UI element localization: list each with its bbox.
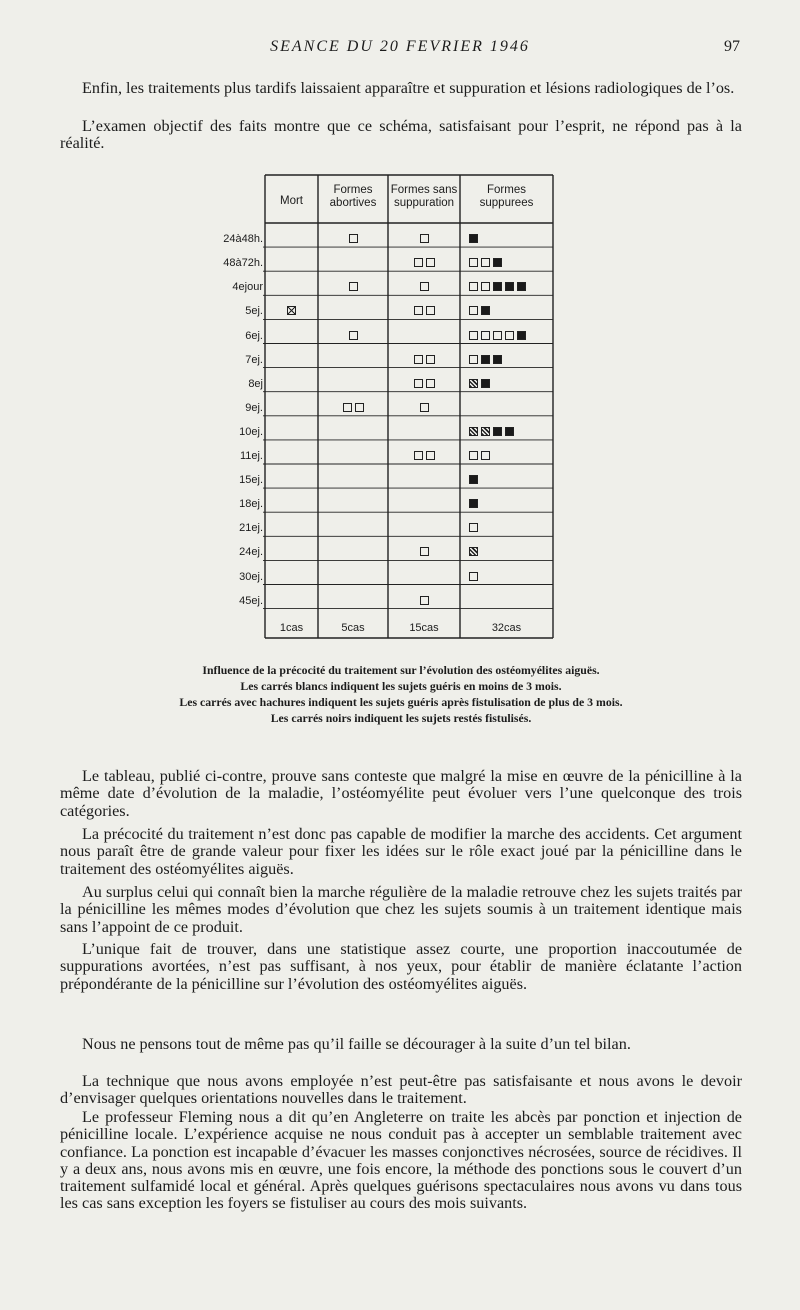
table-cell xyxy=(469,379,490,388)
table-cell xyxy=(414,306,435,315)
white-square-icon xyxy=(481,258,490,267)
column-header: Formes abortives xyxy=(329,184,377,209)
paragraph: Le tableau, publié ci-contre, prouve sans conteste que malgré la mise en œuvre de la pénicilline à la même date d’évolution de la maladie, l’ostéomyélite peut évoluer vers l’une quelconque des trois catégories. xyxy=(60,767,742,820)
row-label: 48à72h. xyxy=(223,257,263,270)
row-label: 11ej. xyxy=(239,450,263,462)
paragraph: Nous ne pensons tout de même pas qu’il faille se décourager à la suite d’un tel bilan. xyxy=(82,1035,631,1053)
white-square-icon xyxy=(414,355,423,364)
row-label: 45ej. xyxy=(239,594,263,607)
table-cell xyxy=(420,282,429,291)
paragraph: Enfin, les traitements plus tardifs laissaient apparaître et suppuration et lésions radiologiques de l’os. xyxy=(82,79,735,97)
table-cell xyxy=(414,379,435,388)
column-total: 32cas xyxy=(491,622,522,634)
white-square-icon xyxy=(469,306,478,315)
black-square-icon xyxy=(505,427,514,436)
page-header xyxy=(60,38,740,60)
black-square-icon xyxy=(469,499,478,508)
caption-line: Les carrés noirs indiquent les sujets restés fistulisés. xyxy=(270,711,532,725)
table-cell xyxy=(469,282,526,291)
white-square-icon xyxy=(426,379,435,388)
white-square-icon xyxy=(481,282,490,291)
table-cell xyxy=(469,355,502,364)
white-square-icon xyxy=(469,355,478,364)
black-square-icon xyxy=(469,475,478,484)
row-label: 30ej. xyxy=(239,570,263,583)
black-square-icon xyxy=(481,306,490,315)
table-cell xyxy=(343,403,364,412)
table-cell xyxy=(469,234,478,243)
table-cell xyxy=(469,572,478,581)
table-cell xyxy=(414,451,435,460)
white-square-icon xyxy=(420,282,429,291)
table-cell xyxy=(469,427,514,436)
column-total: 1cas xyxy=(279,622,304,634)
table-cell xyxy=(287,306,296,315)
crossed-square-icon xyxy=(287,306,296,315)
row-label: 24à48h. xyxy=(223,233,263,246)
column-header: Formes sans suppuration xyxy=(390,184,458,209)
paragraph: La technique que nous avons employée n’est peut-être pas satisfaisante et nous avons le devoir d’envisager quelques orientations nouvelles dans le traitement. xyxy=(60,1072,742,1108)
table-cell xyxy=(349,282,358,291)
table-cell xyxy=(420,547,429,556)
white-square-icon xyxy=(481,331,490,340)
white-square-icon xyxy=(349,331,358,340)
white-square-icon xyxy=(414,451,423,460)
white-square-icon xyxy=(420,234,429,243)
white-square-icon xyxy=(505,331,514,340)
caption-line: Les carrés blancs indiquent les sujets guéris en moins de 3 mois. xyxy=(240,679,562,693)
paragraph: L’unique fait de trouver, dans une statistique assez courte, une proportion inaccoutumée de suppurations avortées, n’est pas suffisant, à nos yeux, pour établir de manière éclatante l’action prépondérante de la pénicilline sur l’évolution des ostéomyélites aiguës. xyxy=(60,940,742,993)
row-label: 10ej. xyxy=(239,425,263,438)
white-square-icon xyxy=(420,403,429,412)
table-cell xyxy=(469,523,478,532)
paragraph: La précocité du traitement n’est donc pas capable de modifier la marche des accidents. Cet argument nous paraît être de grande valeur pour fixer les idées sur le rôle exact joué par la pénicilline dans le traitement des ostéomyélites aiguës. xyxy=(60,825,742,878)
row-label: 24ej. xyxy=(239,546,263,559)
row-label: 5ej. xyxy=(245,305,263,318)
row-label: 18ej. xyxy=(239,498,263,511)
table-cell xyxy=(469,475,478,484)
row-label: 7ej. xyxy=(245,353,263,366)
black-square-icon xyxy=(505,282,514,291)
white-square-icon xyxy=(426,306,435,315)
column-header: Formes suppurees xyxy=(479,184,534,209)
white-square-icon xyxy=(420,547,429,556)
table-cell xyxy=(420,234,429,243)
table-cell xyxy=(469,306,490,315)
running-title: SEANCE DU 20 FEVRIER 1946 xyxy=(270,38,530,55)
white-square-icon xyxy=(414,258,423,267)
white-square-icon xyxy=(469,258,478,267)
black-square-icon xyxy=(469,234,478,243)
black-square-icon xyxy=(493,258,502,267)
table-cell xyxy=(349,234,358,243)
black-square-icon xyxy=(481,379,490,388)
table-cell xyxy=(414,258,435,267)
white-square-icon xyxy=(355,403,364,412)
table-cell xyxy=(420,403,429,412)
row-label: 6ej. xyxy=(245,329,263,342)
row-label: 8ej xyxy=(248,377,263,390)
table-cell xyxy=(349,331,358,340)
page-number: 97 xyxy=(724,38,740,55)
caption-line: Les carrés avec hachures indiquent les sujets guéris après fistulisation de plus de 3 mois. xyxy=(179,695,623,709)
row-label: 15ej. xyxy=(239,474,263,487)
white-square-icon xyxy=(414,306,423,315)
row-label: 21ej. xyxy=(239,522,263,535)
white-square-icon xyxy=(469,282,478,291)
paragraph: Le professeur Fleming nous a dit qu’en Angleterre on traite les abcès par ponction et injection de pénicilline locale. L’expérience acquise ne nous conduit pas à accepter un semblable traitement avec confiance. La ponction est incapable d’évacuer les masses conjonctives nécrosées, source de récidives. Il y a deux ans, nous avons mis en œuvre, une fois encore, la méthode des ponctions sous le couvert d’un traitement sulfamidé local et général. Après quelques guérisons spectaculaires nous avons vu dans tous les cas sans exception les foyers se fistuliser au cours des mois suivants. xyxy=(60,1108,742,1213)
white-square-icon xyxy=(426,258,435,267)
black-square-icon xyxy=(493,282,502,291)
white-square-icon xyxy=(481,451,490,460)
white-square-icon xyxy=(493,331,502,340)
white-square-icon xyxy=(343,403,352,412)
hatched-square-icon xyxy=(469,547,478,556)
white-square-icon xyxy=(349,234,358,243)
black-square-icon xyxy=(517,331,526,340)
table-cell xyxy=(469,258,502,267)
white-square-icon xyxy=(426,355,435,364)
paragraph: Au surplus celui qui connaît bien la marche régulière de la maladie retrouve chez les sujets traités par la pénicilline les mêmes modes d’évolution que chez les sujets soumis à un traitement identique mais sans l’appoint de ce produit. xyxy=(60,883,742,936)
row-label: 4ejour xyxy=(232,281,263,294)
white-square-icon xyxy=(469,451,478,460)
table-cell xyxy=(420,596,429,605)
caption-line: Influence de la précocité du traitement sur l’évolution des ostéomyélites aiguës. xyxy=(202,663,600,677)
black-square-icon xyxy=(481,355,490,364)
hatched-square-icon xyxy=(469,379,478,388)
column-total: 5cas xyxy=(341,622,365,634)
table-cell xyxy=(469,547,478,556)
column-header: Mort xyxy=(280,195,303,207)
hatched-square-icon xyxy=(469,427,478,436)
table-cell xyxy=(469,499,478,508)
white-square-icon xyxy=(420,596,429,605)
table-cell xyxy=(469,451,490,460)
column-total: 15cas xyxy=(409,622,439,634)
evolution-table-figure xyxy=(190,170,590,650)
white-square-icon xyxy=(469,331,478,340)
table-cell xyxy=(469,331,526,340)
black-square-icon xyxy=(493,427,502,436)
white-square-icon xyxy=(426,451,435,460)
table-cell xyxy=(414,355,435,364)
row-label: 9ej. xyxy=(245,401,263,414)
black-square-icon xyxy=(517,282,526,291)
white-square-icon xyxy=(469,523,478,532)
white-square-icon xyxy=(349,282,358,291)
white-square-icon xyxy=(414,379,423,388)
white-square-icon xyxy=(469,572,478,581)
hatched-square-icon xyxy=(481,427,490,436)
paragraph: L’examen objectif des faits montre que ce schéma, satisfaisant pour l’esprit, ne répond pas à la réalité. xyxy=(60,117,742,153)
figure-caption xyxy=(60,662,742,726)
black-square-icon xyxy=(493,355,502,364)
